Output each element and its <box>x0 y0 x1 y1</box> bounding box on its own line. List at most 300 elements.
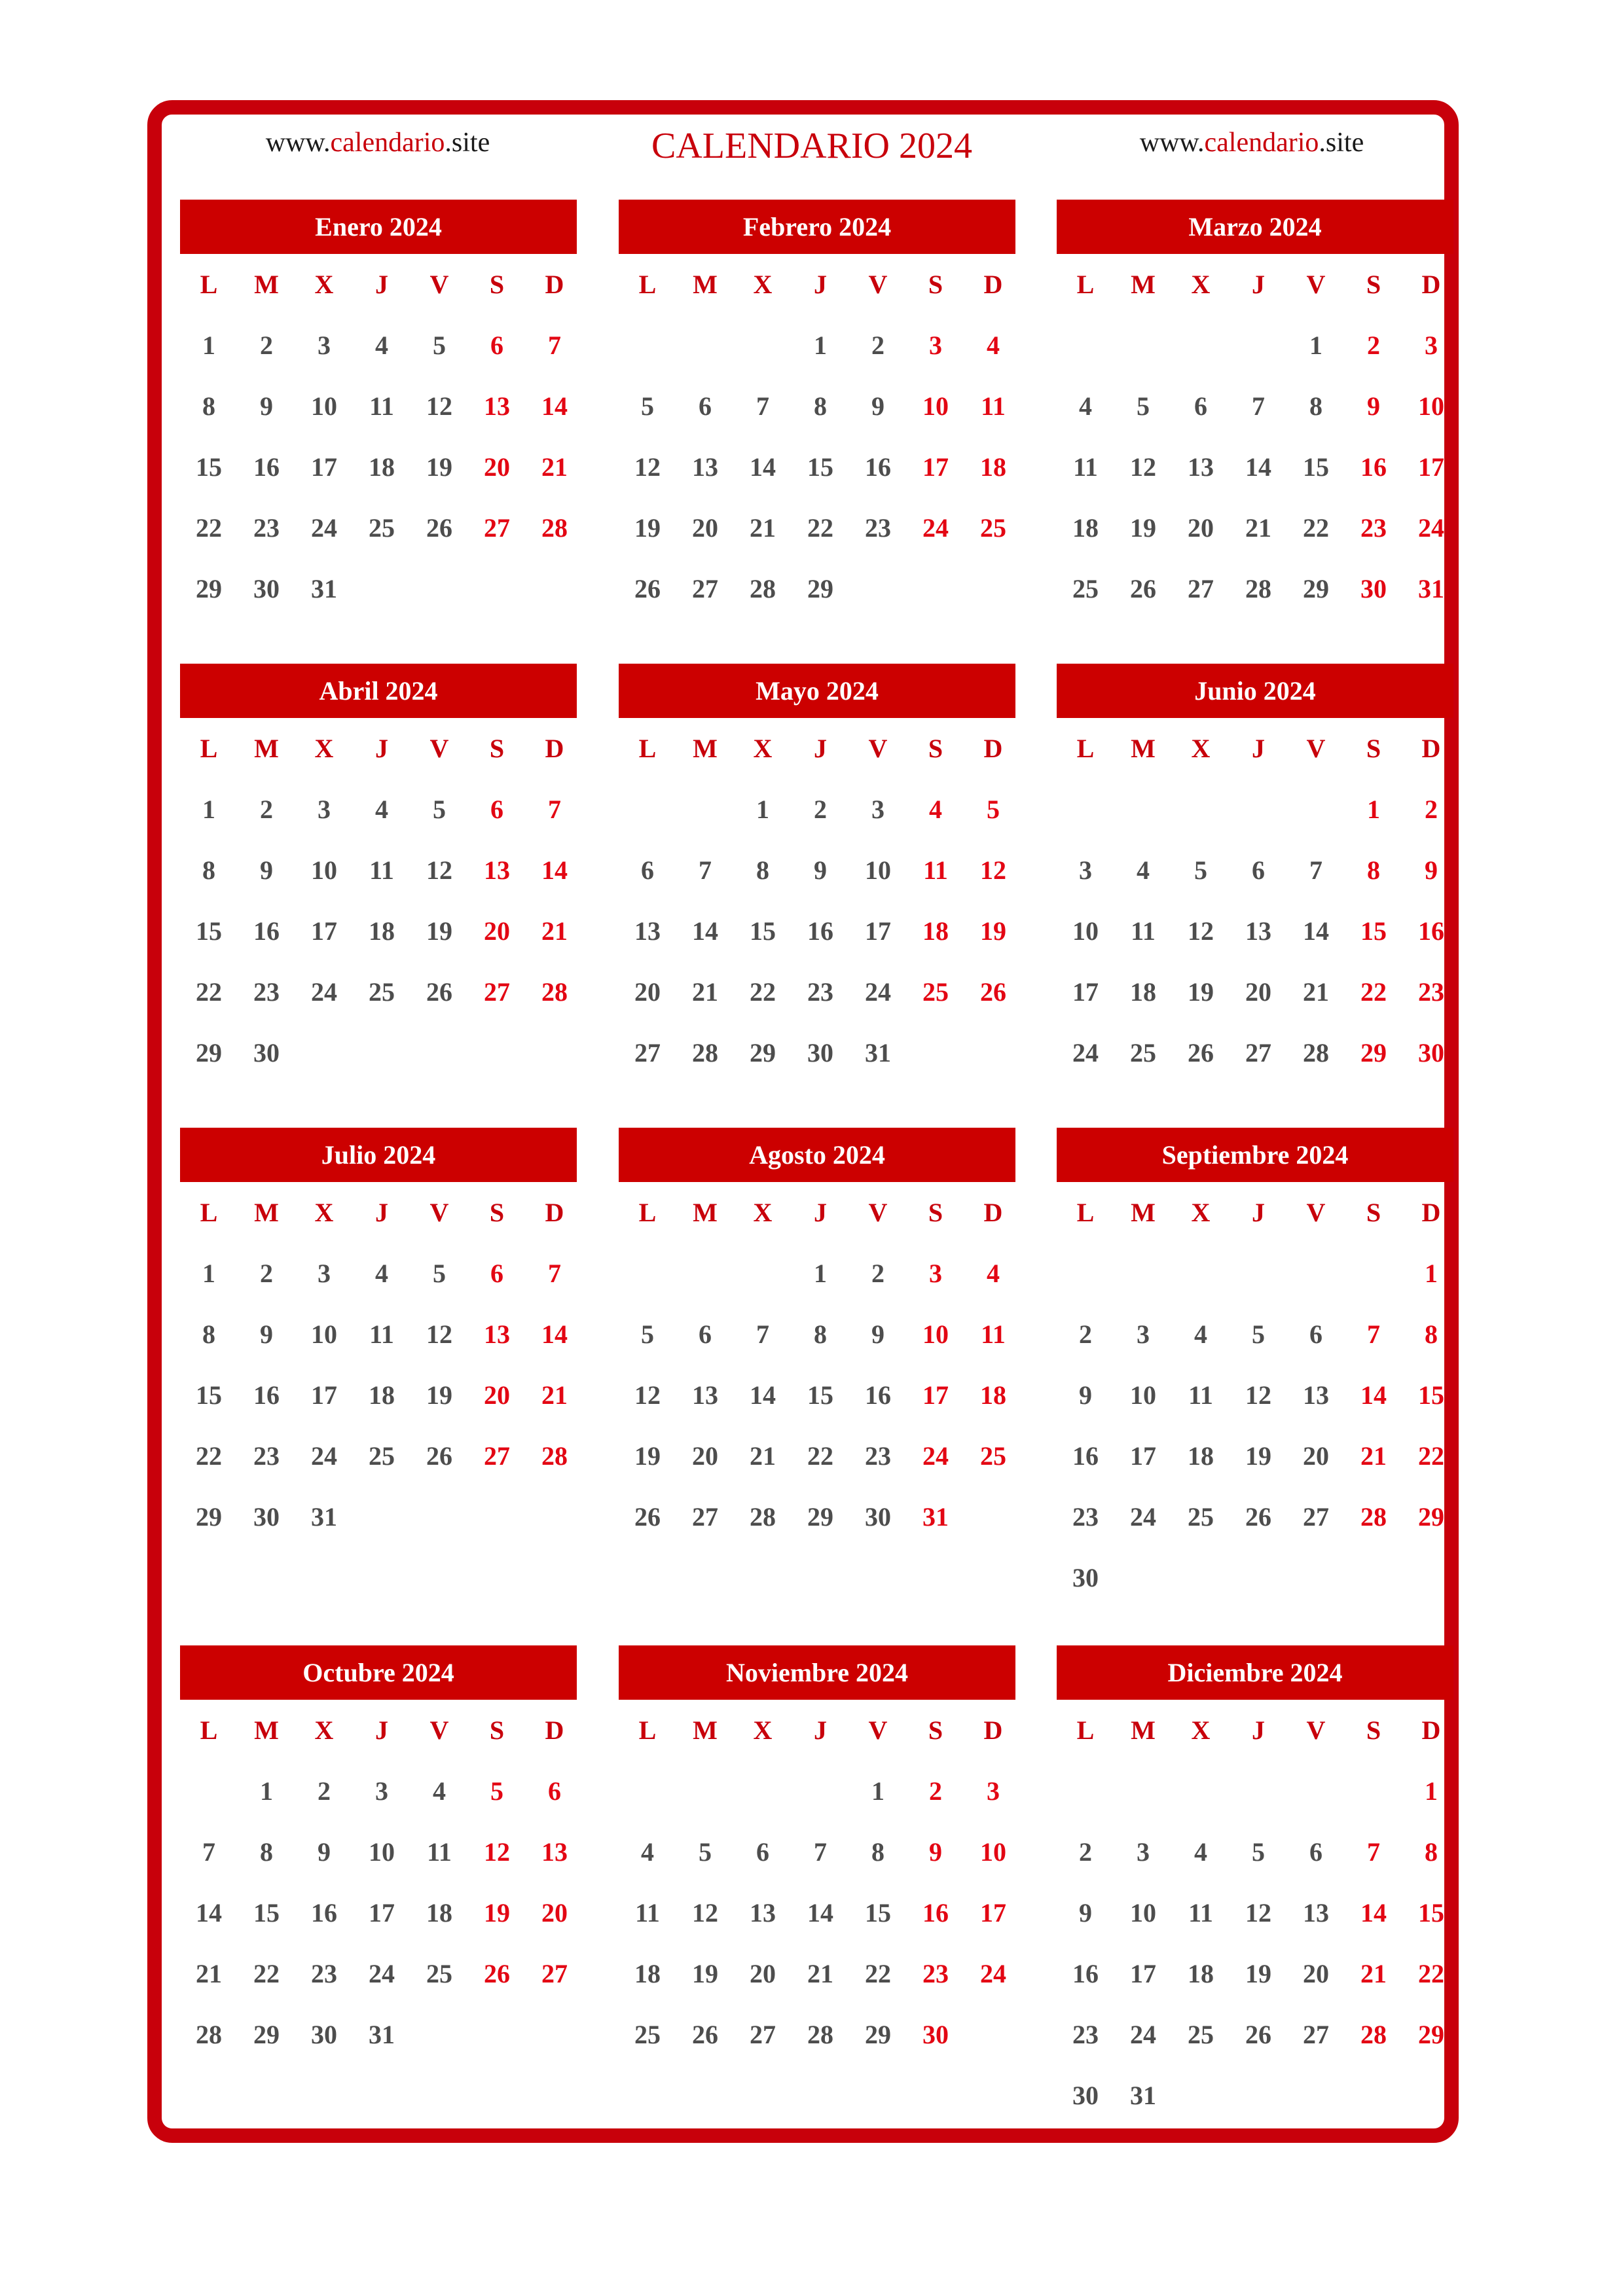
weekend-day: 16 <box>1360 452 1387 482</box>
day-number: 9 <box>1079 1380 1092 1410</box>
weekend-day: 9 <box>1425 855 1438 885</box>
day-number: 19 <box>634 1441 661 1471</box>
weekday-label: L <box>638 1198 657 1227</box>
weekday-label: S <box>928 734 943 763</box>
day-number: 29 <box>807 574 833 603</box>
weekend-day: 10 <box>1418 391 1444 421</box>
empty-cell <box>1114 1243 1172 1304</box>
weekday-label: D <box>983 1715 1003 1745</box>
day-number: 1 <box>202 795 215 824</box>
day-number: 21 <box>807 1959 833 1988</box>
day-number: 12 <box>692 1898 718 1928</box>
day-number: 4 <box>1079 391 1092 421</box>
day-number: 6 <box>1194 391 1207 421</box>
day-number: 9 <box>814 855 827 885</box>
day-number: 12 <box>426 855 452 885</box>
day-number: 2 <box>260 795 273 824</box>
empty-cell <box>1230 1761 1287 1821</box>
weekday-label: D <box>1421 734 1441 763</box>
day-number: 22 <box>865 1959 891 1988</box>
weekend-day: 21 <box>541 452 568 482</box>
day-number: 28 <box>807 2020 833 2049</box>
month-calendar <box>180 1645 577 2065</box>
weekday-label: S <box>489 1198 505 1227</box>
weekend-day: 1 <box>1425 1259 1438 1288</box>
day-number: 30 <box>253 1038 280 1067</box>
day-number: 10 <box>1072 916 1099 946</box>
day-number: 20 <box>1188 513 1214 543</box>
empty-cell <box>1114 1761 1172 1821</box>
weekend-day: 15 <box>1418 1380 1444 1410</box>
day-number: 15 <box>196 916 222 946</box>
day-number: 16 <box>865 452 891 482</box>
day-number: 28 <box>692 1038 718 1067</box>
empty-cell <box>1230 315 1287 376</box>
day-number: 6 <box>641 855 654 885</box>
weekday-label: J <box>1252 1198 1265 1227</box>
empty-cell <box>1114 779 1172 840</box>
day-number: 27 <box>1245 1038 1271 1067</box>
weekday-label: D <box>545 734 564 763</box>
weekday-label: D <box>983 270 1003 299</box>
month-calendar <box>1057 1645 1453 2126</box>
day-number: 25 <box>1130 1038 1156 1067</box>
month-header: Mayo 2024 <box>619 664 1015 718</box>
day-number: 5 <box>433 1259 446 1288</box>
weekday-label: D <box>983 734 1003 763</box>
weekend-day: 24 <box>922 1441 949 1471</box>
weekend-day: 4 <box>987 331 1000 360</box>
weekday-label: M <box>693 1198 718 1227</box>
weekday-label: S <box>489 270 505 299</box>
day-number: 31 <box>1130 2081 1156 2110</box>
empty-cell <box>619 1243 676 1304</box>
weekday-label: J <box>375 734 388 763</box>
day-number: 29 <box>196 1502 222 1532</box>
empty-cell <box>676 1243 734 1304</box>
empty-cell <box>1172 315 1230 376</box>
day-number: 5 <box>433 331 446 360</box>
weekday-label: D <box>983 1198 1003 1227</box>
day-number: 22 <box>807 513 833 543</box>
day-number: 20 <box>692 1441 718 1471</box>
weekend-day: 3 <box>987 1776 1000 1806</box>
day-number: 27 <box>750 2020 776 2049</box>
empty-cell <box>734 315 792 376</box>
weekday-label: L <box>638 270 657 299</box>
day-number: 29 <box>1303 574 1329 603</box>
empty-cell <box>1114 315 1172 376</box>
day-number: 5 <box>699 1837 712 1867</box>
day-number: 15 <box>196 452 222 482</box>
weekday-label: X <box>314 270 334 299</box>
weekday-label: D <box>545 270 564 299</box>
weekend-day: 23 <box>1418 977 1444 1007</box>
day-number: 17 <box>1072 977 1099 1007</box>
month-grid <box>1057 254 1453 619</box>
weekend-day: 2 <box>1425 795 1438 824</box>
weekday-label: V <box>1306 734 1326 763</box>
weekday-label: V <box>868 1198 888 1227</box>
day-number: 15 <box>196 1380 222 1410</box>
day-number: 24 <box>1130 1502 1156 1532</box>
day-number: 18 <box>1188 1441 1214 1471</box>
weekday-label: S <box>928 1198 943 1227</box>
day-number: 5 <box>433 795 446 824</box>
weekday-label: M <box>693 734 718 763</box>
weekend-day: 31 <box>922 1502 949 1532</box>
weekend-day: 13 <box>484 391 510 421</box>
weekday-label: L <box>1076 1198 1095 1227</box>
month-header: Octubre 2024 <box>180 1645 577 1700</box>
day-number: 14 <box>692 916 718 946</box>
weekend-day: 14 <box>1360 1380 1387 1410</box>
empty-cell <box>1172 1243 1230 1304</box>
weekend-day: 15 <box>1418 1898 1444 1928</box>
day-number: 11 <box>427 1837 452 1867</box>
day-number: 9 <box>260 855 273 885</box>
day-number: 9 <box>318 1837 331 1867</box>
day-number: 13 <box>692 1380 718 1410</box>
weekend-day: 16 <box>1418 916 1444 946</box>
weekday-label: D <box>1421 1715 1441 1745</box>
day-number: 12 <box>1188 916 1214 946</box>
weekday-label: J <box>375 1198 388 1227</box>
weekend-day: 18 <box>980 1380 1006 1410</box>
weekday-label: X <box>1191 734 1211 763</box>
day-number: 17 <box>1130 1959 1156 1988</box>
month-header: Julio 2024 <box>180 1128 577 1182</box>
day-number: 1 <box>1309 331 1322 360</box>
month-header: Agosto 2024 <box>619 1128 1015 1182</box>
day-number: 30 <box>311 2020 337 2049</box>
weekday-label: V <box>1306 1198 1326 1227</box>
weekend-day: 3 <box>929 1259 942 1288</box>
day-number: 24 <box>1130 2020 1156 2049</box>
day-number: 21 <box>1245 513 1271 543</box>
empty-cell <box>619 1761 676 1821</box>
site-prefix: www. <box>1139 128 1205 158</box>
weekend-day: 22 <box>1418 1441 1444 1471</box>
day-number: 9 <box>260 391 273 421</box>
day-number: 19 <box>1130 513 1156 543</box>
weekday-label: D <box>1421 270 1441 299</box>
weekend-day: 6 <box>548 1776 561 1806</box>
weekend-day: 29 <box>1418 2020 1444 2049</box>
day-number: 25 <box>369 1441 395 1471</box>
weekday-label: J <box>375 270 388 299</box>
weekend-day: 3 <box>929 331 942 360</box>
day-number: 4 <box>433 1776 446 1806</box>
weekend-day: 30 <box>1360 574 1387 603</box>
day-number: 2 <box>260 331 273 360</box>
weekday-label: V <box>429 1715 449 1745</box>
day-number: 24 <box>311 1441 337 1471</box>
day-number: 16 <box>253 1380 280 1410</box>
day-number: 15 <box>807 1380 833 1410</box>
weekend-day: 8 <box>1425 1837 1438 1867</box>
day-number: 29 <box>253 2020 280 2049</box>
weekend-day: 9 <box>929 1837 942 1867</box>
day-number: 26 <box>426 1441 452 1471</box>
day-number: 12 <box>426 391 452 421</box>
site-url-right <box>1055 126 1448 159</box>
month-header: Febrero 2024 <box>619 200 1015 254</box>
day-number: 19 <box>426 1380 452 1410</box>
day-number: 1 <box>260 1776 273 1806</box>
day-number: 1 <box>871 1776 884 1806</box>
empty-cell <box>734 1761 792 1821</box>
day-number: 30 <box>253 574 280 603</box>
day-number: 13 <box>750 1898 776 1928</box>
weekend-day: 7 <box>1367 1319 1380 1349</box>
day-number: 21 <box>750 1441 776 1471</box>
empty-cell <box>1057 1761 1114 1821</box>
day-number: 15 <box>807 452 833 482</box>
day-number: 6 <box>1252 855 1265 885</box>
weekend-day: 10 <box>922 1319 949 1349</box>
day-number: 25 <box>1072 574 1099 603</box>
day-number: 11 <box>369 1319 394 1349</box>
weekday-label: D <box>545 1715 564 1745</box>
day-number: 5 <box>1194 855 1207 885</box>
day-number: 10 <box>311 391 337 421</box>
weekday-label: S <box>489 1715 505 1745</box>
weekday-label: J <box>814 734 827 763</box>
day-number: 1 <box>202 331 215 360</box>
day-number: 14 <box>750 452 776 482</box>
day-number: 8 <box>1309 391 1322 421</box>
weekend-day: 20 <box>484 1380 510 1410</box>
weekend-day: 6 <box>490 795 503 824</box>
day-number: 16 <box>311 1898 337 1928</box>
weekend-day: 7 <box>548 331 561 360</box>
weekday-label: X <box>753 270 773 299</box>
weekday-label: M <box>693 270 718 299</box>
day-number: 25 <box>369 513 395 543</box>
month-header: Septiembre 2024 <box>1057 1128 1453 1182</box>
day-number: 26 <box>1130 574 1156 603</box>
day-number: 18 <box>369 1380 395 1410</box>
day-number: 12 <box>634 452 661 482</box>
weekend-day: 14 <box>541 1319 568 1349</box>
day-number: 27 <box>1303 2020 1329 2049</box>
day-number: 16 <box>253 916 280 946</box>
weekday-label: J <box>1252 734 1265 763</box>
day-number: 8 <box>756 855 769 885</box>
month-grid <box>1057 718 1453 1083</box>
day-number: 8 <box>202 1319 215 1349</box>
day-number: 23 <box>253 513 280 543</box>
day-number: 12 <box>634 1380 661 1410</box>
day-number: 18 <box>1188 1959 1214 1988</box>
day-number: 22 <box>750 977 776 1007</box>
weekday-label: L <box>200 1715 218 1745</box>
weekday-label: M <box>254 734 279 763</box>
day-number: 8 <box>202 391 215 421</box>
weekday-label: V <box>868 270 888 299</box>
weekend-day: 17 <box>980 1898 1006 1928</box>
weekday-label: L <box>200 270 218 299</box>
day-number: 16 <box>1072 1441 1099 1471</box>
weekend-day: 29 <box>1360 1038 1387 1067</box>
month-header: Junio 2024 <box>1057 664 1453 718</box>
weekend-day: 21 <box>1360 1441 1387 1471</box>
weekend-day: 14 <box>541 855 568 885</box>
day-number: 15 <box>750 916 776 946</box>
day-number: 26 <box>426 513 452 543</box>
day-number: 2 <box>871 1259 884 1288</box>
day-number: 26 <box>1245 2020 1271 2049</box>
weekend-day: 10 <box>922 391 949 421</box>
day-number: 2 <box>1079 1837 1092 1867</box>
month-calendar <box>1057 200 1453 619</box>
day-number: 20 <box>750 1959 776 1988</box>
page-title: CALENDARIO 2024 <box>651 126 972 166</box>
day-number: 18 <box>634 1959 661 1988</box>
day-number: 6 <box>1309 1837 1322 1867</box>
day-number: 3 <box>318 331 331 360</box>
empty-cell <box>1345 1243 1402 1304</box>
site-url-left <box>181 126 574 159</box>
empty-cell <box>676 779 734 840</box>
day-number: 28 <box>196 2020 222 2049</box>
weekend-day: 1 <box>1425 1776 1438 1806</box>
day-number: 19 <box>1245 1959 1271 1988</box>
day-number: 13 <box>1303 1898 1329 1928</box>
weekday-label: D <box>545 1198 564 1227</box>
weekend-day: 10 <box>980 1837 1006 1867</box>
month-header: Abril 2024 <box>180 664 577 718</box>
day-number: 10 <box>1130 1380 1156 1410</box>
day-number: 6 <box>699 1319 712 1349</box>
weekend-day: 9 <box>1367 391 1380 421</box>
day-number: 7 <box>1252 391 1265 421</box>
day-number: 27 <box>1303 1502 1329 1532</box>
day-number: 11 <box>369 855 394 885</box>
day-number: 23 <box>865 1441 891 1471</box>
weekday-label: X <box>753 734 773 763</box>
day-number: 7 <box>202 1837 215 1867</box>
day-number: 25 <box>1188 2020 1214 2049</box>
weekday-label: S <box>1366 1715 1381 1745</box>
day-number: 14 <box>1303 916 1329 946</box>
day-number: 23 <box>1072 1502 1099 1532</box>
weekend-day: 4 <box>987 1259 1000 1288</box>
empty-cell <box>734 1243 792 1304</box>
day-number: 11 <box>369 391 394 421</box>
weekend-day: 7 <box>548 795 561 824</box>
day-number: 4 <box>641 1837 654 1867</box>
day-number: 15 <box>253 1898 280 1928</box>
weekday-label: X <box>1191 1715 1211 1745</box>
day-number: 29 <box>196 1038 222 1067</box>
day-number: 13 <box>1303 1380 1329 1410</box>
day-number: 26 <box>634 1502 661 1532</box>
day-number: 5 <box>1252 1319 1265 1349</box>
weekday-label: S <box>1366 1198 1381 1227</box>
day-number: 18 <box>369 916 395 946</box>
day-number: 23 <box>865 513 891 543</box>
day-number: 14 <box>1245 452 1271 482</box>
weekend-day: 11 <box>923 855 948 885</box>
weekend-day: 18 <box>980 452 1006 482</box>
day-number: 1 <box>202 1259 215 1288</box>
weekend-day: 22 <box>1418 1959 1444 1988</box>
day-number: 19 <box>692 1959 718 1988</box>
day-number: 20 <box>1303 1959 1329 1988</box>
month-grid <box>619 254 1015 619</box>
day-number: 19 <box>634 513 661 543</box>
month-calendar <box>1057 1128 1453 1608</box>
weekend-day: 30 <box>1418 1038 1444 1067</box>
day-number: 13 <box>634 916 661 946</box>
day-number: 7 <box>814 1837 827 1867</box>
day-number: 13 <box>1245 916 1271 946</box>
empty-cell <box>1287 779 1345 840</box>
weekend-day: 25 <box>980 513 1006 543</box>
weekday-label: M <box>1131 1715 1156 1745</box>
day-number: 21 <box>196 1959 222 1988</box>
weekend-day: 5 <box>490 1776 503 1806</box>
weekend-day: 26 <box>484 1959 510 1988</box>
day-number: 18 <box>1130 977 1156 1007</box>
day-number: 8 <box>814 391 827 421</box>
day-number: 10 <box>311 1319 337 1349</box>
weekend-day: 27 <box>484 513 510 543</box>
day-number: 29 <box>196 574 222 603</box>
day-number: 26 <box>692 2020 718 2049</box>
day-number: 22 <box>196 977 222 1007</box>
day-number: 9 <box>871 1319 884 1349</box>
month-grid <box>180 1700 577 2065</box>
month-header: Diciembre 2024 <box>1057 1645 1453 1700</box>
day-number: 17 <box>311 452 337 482</box>
day-number: 22 <box>196 513 222 543</box>
day-number: 2 <box>318 1776 331 1806</box>
month-header: Enero 2024 <box>180 200 577 254</box>
weekend-day: 2 <box>929 1776 942 1806</box>
day-number: 2 <box>871 331 884 360</box>
weekday-label: V <box>868 1715 888 1745</box>
weekend-day: 14 <box>1360 1898 1387 1928</box>
weekday-label: X <box>314 734 334 763</box>
weekday-label: V <box>429 734 449 763</box>
weekday-label: L <box>638 1715 657 1745</box>
day-number: 1 <box>814 331 827 360</box>
day-number: 28 <box>750 574 776 603</box>
weekend-day: 5 <box>987 795 1000 824</box>
weekend-day: 27 <box>484 1441 510 1471</box>
weekend-day: 24 <box>1418 513 1444 543</box>
day-number: 25 <box>1188 1502 1214 1532</box>
weekday-label: V <box>1306 270 1326 299</box>
month-header: Noviembre 2024 <box>619 1645 1015 1700</box>
day-number: 27 <box>692 574 718 603</box>
day-number: 18 <box>369 452 395 482</box>
day-number: 8 <box>871 1837 884 1867</box>
weekend-day: 20 <box>484 916 510 946</box>
day-number: 3 <box>318 795 331 824</box>
day-number: 9 <box>1079 1898 1092 1928</box>
weekday-label: J <box>814 270 827 299</box>
weekend-day: 17 <box>922 1380 949 1410</box>
weekend-day: 21 <box>1360 1959 1387 1988</box>
day-number: 26 <box>634 574 661 603</box>
day-number: 4 <box>1194 1319 1207 1349</box>
day-number: 22 <box>253 1959 280 1988</box>
day-number: 28 <box>1303 1038 1329 1067</box>
